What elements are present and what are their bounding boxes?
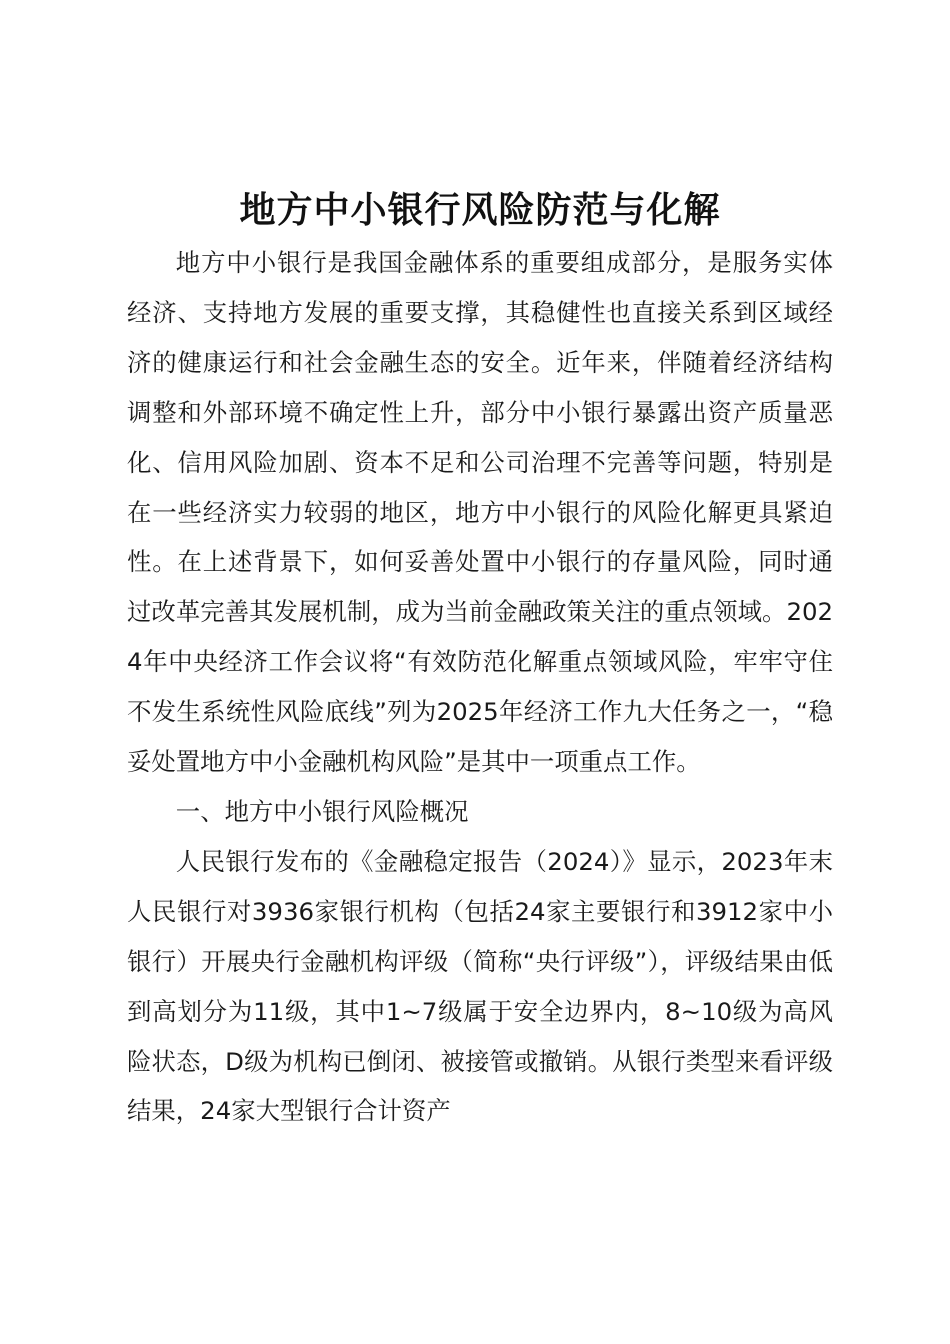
document-title: 地方中小银行风险防范与化解 [239,189,721,231]
document-body [127,182,833,1136]
body-paragraph-2: 人民银行发布的《金融稳定报告（2024）》显示，2023年末人民银行对3936家银行机构（包括24家主要银行和3912家中小银行）开展央行金融机构评级（简称“央行评级”），评级结果由低到高划分为11级，其中1~7级属于安全边界内，8~10级为高风险状态，D级为机构已倒闭、被接管或撤销。从银行类型来看评级结果，24家大型银行合计资产 [127,846,833,1126]
section-heading-1: 一、地方中小银行风险概况 [175,796,469,826]
body-paragraph-intro: 地方中小银行是我国金融体系的重要组成部分，是服务实体经济、支持地方发展的重要支撑，其稳健性也直接关系到区域经济的健康运行和社会金融生态的安全。近年来，伴随着经济结构调整和外部环境不确定性上升，部分中小银行暴露出资产质量恶化、信用风险加剧、资本不足和公司治理不完善等问题，特别是在一些经济实力较弱的地区，地方中小银行的风险化解更具紧迫性。在上述背景下，如何妥善处置中小银行的存量风险，同时通过改革完善其发展机制，成为当前金融政策关注的重点领域。2024年中央经济工作会议将“有效防范化解重点领域风险，牢牢守住不发生系统性风险底线”列为2025年经济工作九大任务之一，“稳妥处置地方中小金融机构风险”是其中一项重点工作。 [127,248,833,777]
